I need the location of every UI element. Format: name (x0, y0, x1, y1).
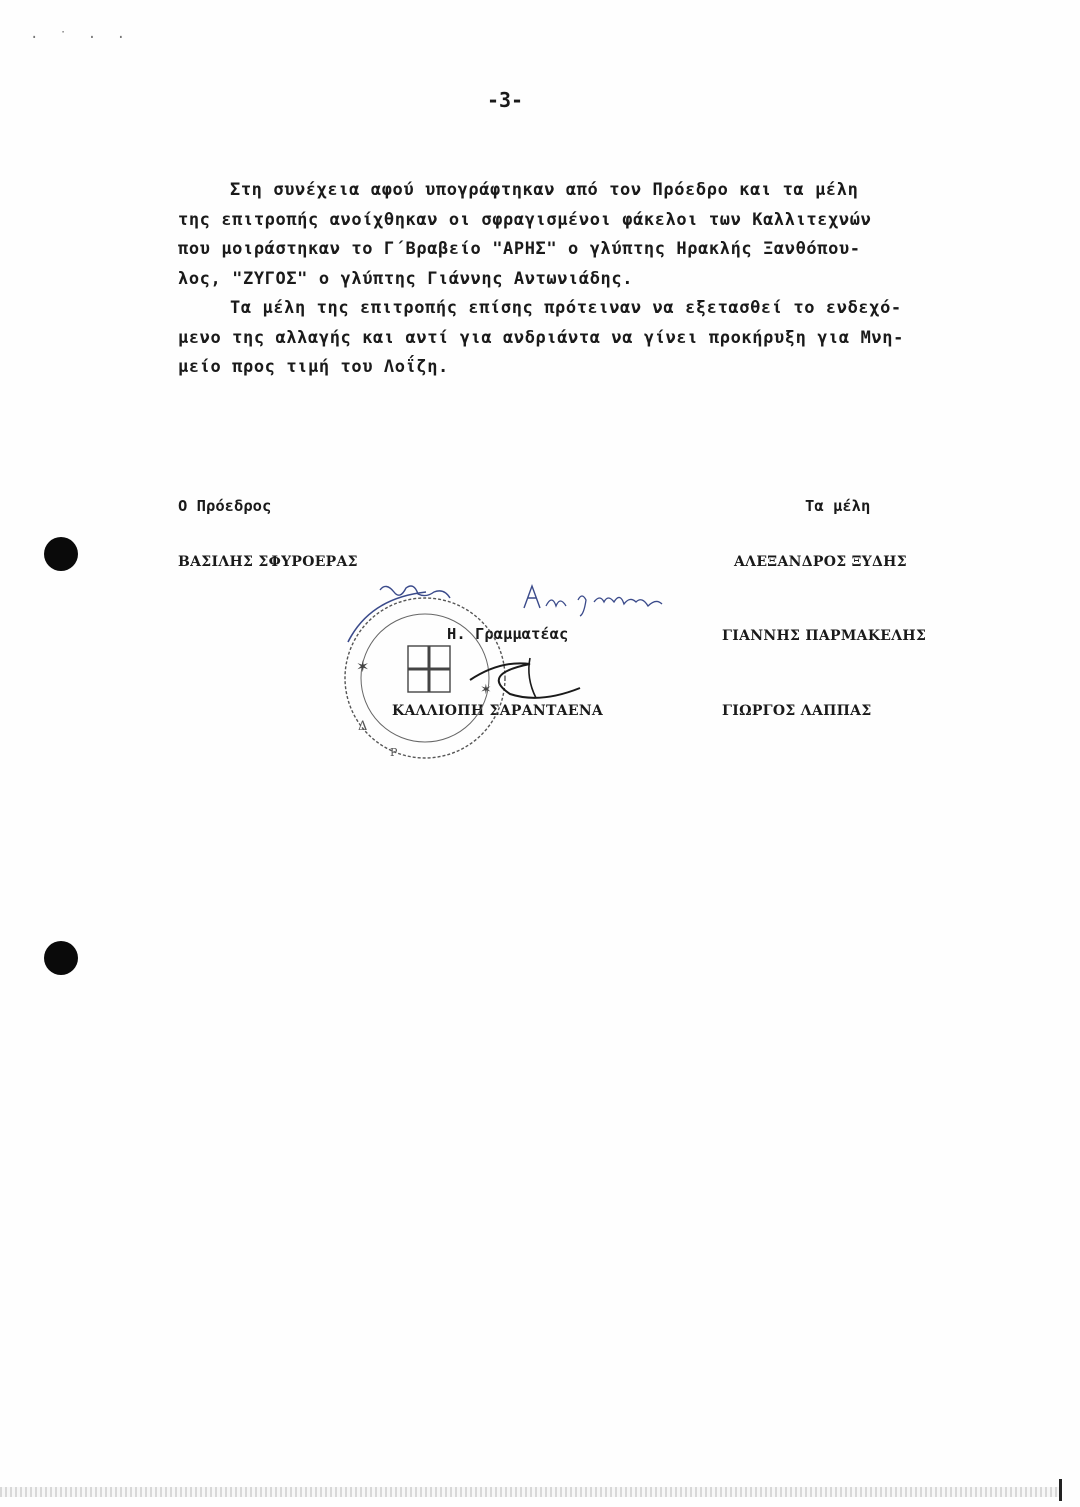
svg-text:✶: ✶ (356, 657, 370, 676)
text-line: λος, "ΖΥΓΟΣ" ο γλύπτης Γιάννης Αντωνιάδης. (178, 268, 634, 289)
secretary-name: ΚΑΛΛΙΟΠΗ ΣΑΡΑΝΤΑΕΝΑ (392, 703, 604, 719)
punch-hole (44, 537, 78, 571)
scan-speckle: · ˙ · · (30, 30, 132, 46)
secretary-label: Η. Γραμματέας (447, 625, 569, 643)
svg-text:Ρ: Ρ (390, 746, 398, 759)
text-line: μείο προς τιμή του Λοΐζη. (178, 357, 449, 377)
signature-scribble (460, 650, 600, 710)
text-line: μενο της αλλαγής και αντί για ανδριάντα να γίνει προκήρυξη για Μνη- (178, 327, 904, 348)
member-name: ΑΛΕΞΑΝΔΡΟΣ ΞΥΔΗΣ (734, 554, 907, 570)
paragraph-signing (178, 176, 978, 294)
document-body (178, 176, 978, 383)
scan-edge-mark (1059, 1479, 1062, 1501)
svg-text:Δ: Δ (358, 719, 368, 734)
member-name: ΓΙΑΝΝΗΣ ΠΑΡΜΑΚΕΛΗΣ (722, 628, 927, 644)
svg-text:✶: ✶ (480, 682, 492, 698)
president-label: Ο Πρόεδρος (178, 497, 272, 515)
president-name: ΒΑΣΙΛΗΣ ΣΦΥΡΟΕΡΑΣ (178, 554, 358, 570)
punch-hole (44, 941, 78, 975)
scan-edge-strip (0, 1487, 1060, 1497)
members-label: Τα μέλη (805, 497, 871, 515)
text-line: της επιτροπής ανοίχθηκαν οι σφραγισμένοι φάκελοι των Καλλιτεχνών (178, 209, 872, 230)
handwritten-note (518, 578, 698, 618)
text-line: Στη συνέχεια αφού υπογράφτηκαν από τον Πρόεδρο και τα μέλη (230, 180, 859, 200)
text-line: που μοιράστηκαν το Γ΄Βραβείο "ΑΡΗΣ" ο γλύπτης Ηρακλής Ξανθόπου- (178, 239, 861, 259)
member-name: ΓΙΩΡΓΟΣ ΛΑΠΠΑΣ (722, 703, 872, 719)
paragraph-proposal (178, 294, 978, 383)
text-line: Τα μέλη της επιτροπής επίσης πρότειναν να εξετασθεί το ενδεχό- (230, 298, 902, 318)
page-number: -3- (486, 88, 524, 112)
